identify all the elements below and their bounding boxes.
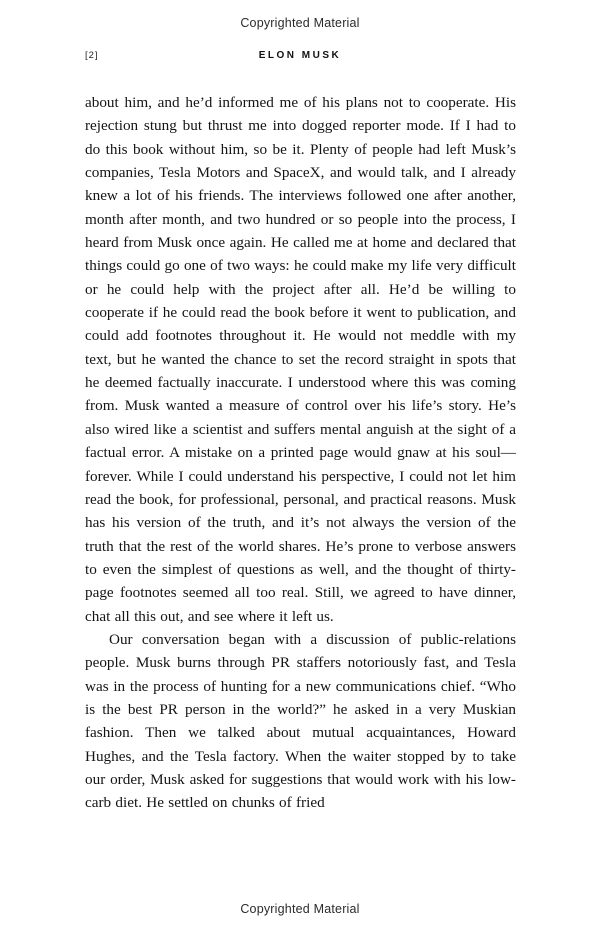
copyright-notice-top: Copyrighted Material: [240, 16, 360, 30]
copyright-notice-bottom: Copyrighted Material: [240, 902, 360, 916]
paragraph-2: Our conversation began with a discussion of public-relations people. Musk burns through PR staffers notoriously fast, and Tesla was in the process of hunting for a new communications chief. “Who is the best PR person in the world?” he asked in a very Muskian fashion. Then we talked about mutual acquaintances, Howard Hughes, and the Tesla factory. When the waiter stopped by to take our order, Musk asked for suggestions that would work with his low-carb diet. He settled on chunks of fried: [85, 630, 516, 812]
paragraph-1: about him, and he’d informed me of his plans not to cooperate. His rejection stung but thrust me into dogged reporter mode. If I had to do this book without him, so be it. Plenty of people had left Musk’s companies, Tesla Motors and SpaceX, and would talk, and I already knew a lot of his friends. The interviews followed one after another, month after month, and two hundred or so people into the process, I heard from Musk once again. He called me at home and declared that things could go one of two ways: he could make my life very difficult or he could help with the project after all. He’d be willing to cooperate if he could read the book before it went to publication, and could add footnotes throughout it. He would not meddle with my text, but he wanted the chance to set the record straight in spots that he deemed factually inaccurate. I understood where this was coming from. Musk wanted a measure of control over his life’s story. He’s also wired like a scientist and suffers mental anguish at the sight of a factual error. A mistake on a printed page would gnaw at his soul—forever. While I could understand his perspective, I could not let him read the book, for professional, personal, and practical reasons. Musk has his version of the truth, and it’s not always the version of the truth that the rest of the world shares. He’s prone to verbose answers to even the simplest of questions as well, and the thought of thirty-page footnotes seemed all too real. Still, we agreed to have dinner, chat all this out, and see where it left us.: [85, 94, 516, 625]
body-text: [85, 91, 516, 815]
page-number: [2]: [85, 50, 99, 61]
running-header: [85, 50, 515, 64]
running-header-title: ELON MUSK: [258, 50, 342, 61]
